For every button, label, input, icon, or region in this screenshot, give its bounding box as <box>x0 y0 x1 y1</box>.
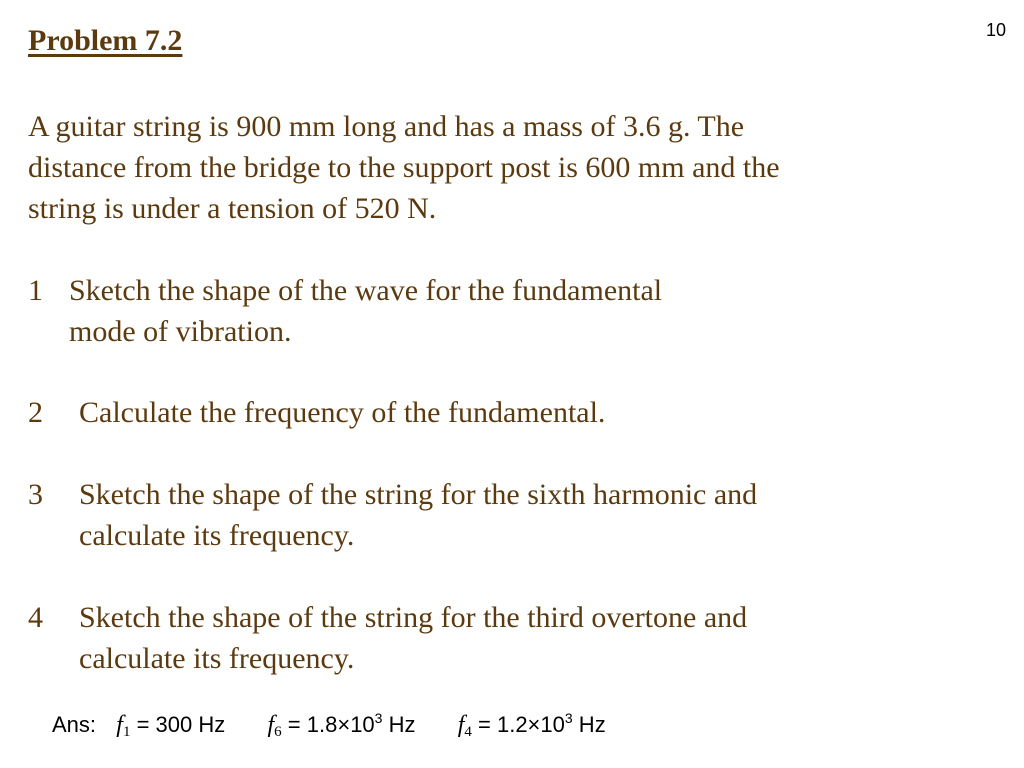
answer-exponent: 3 <box>564 710 573 726</box>
statement-line: A guitar string is 900 mm long and has a mass of 3.6 g. The <box>28 110 745 143</box>
answers-label: Ans: <box>52 712 97 737</box>
task-line: Sketch the shape of the string for the third overtone and <box>79 601 748 634</box>
task-2 <box>28 392 605 433</box>
answer-f6 <box>267 710 416 740</box>
problem-title: Problem 7.2 <box>28 24 183 57</box>
answers-line <box>52 710 606 741</box>
answer-unit: Hz <box>382 712 416 737</box>
task-line: Sketch the shape of the wave for the fundamental <box>69 274 663 307</box>
answer-unit: Hz <box>572 712 606 737</box>
task-3 <box>28 474 757 556</box>
statement-line: distance from the bridge to the support post is 600 mm and the <box>28 151 780 184</box>
answer-exponent: 3 <box>374 710 383 726</box>
task-line: Sketch the shape of the string for the sixth harmonic and <box>79 478 758 511</box>
answer-f4 <box>457 710 606 740</box>
answer-symbol: f <box>267 712 275 738</box>
task-line: mode of vibration. <box>69 315 292 348</box>
answer-value: = 1.8×10 <box>287 712 375 737</box>
statement-line: string is under a tension of 520 N. <box>28 192 437 225</box>
task-number: 2 <box>28 396 43 429</box>
task-line: Calculate the frequency of the fundamental. <box>79 396 606 429</box>
answer-f1 <box>116 712 226 740</box>
task-4 <box>28 597 747 679</box>
task-line: calculate its frequency. <box>79 519 355 552</box>
task-1 <box>28 270 662 352</box>
answer-value: = 300 Hz <box>136 712 226 737</box>
answer-subscript: 1 <box>122 724 131 740</box>
answer-symbol: f <box>457 712 465 738</box>
task-line: calculate its frequency. <box>79 642 355 675</box>
answer-subscript: 6 <box>274 724 282 740</box>
answer-subscript: 4 <box>464 724 472 740</box>
task-number: 3 <box>28 478 43 511</box>
problem-statement <box>28 106 928 229</box>
task-number: 1 <box>28 274 43 307</box>
page-number: 10 <box>985 20 1006 40</box>
task-number: 4 <box>28 601 43 634</box>
answer-value: = 1.2×10 <box>478 712 565 737</box>
answer-symbol: f <box>116 712 123 738</box>
